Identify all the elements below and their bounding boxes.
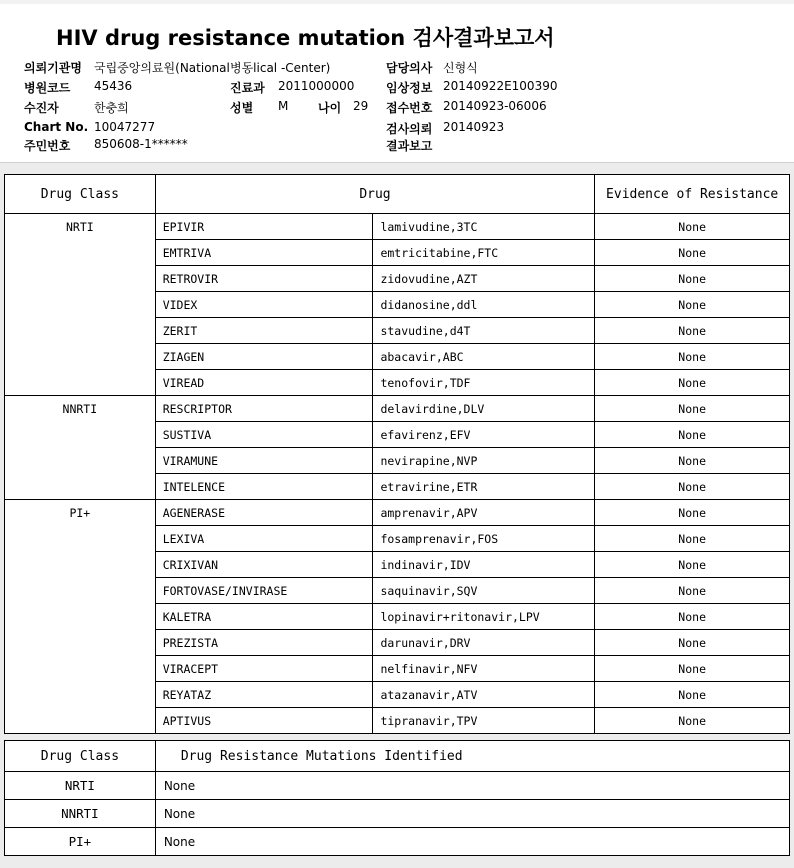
mutation-result-cell: None [155,800,789,828]
evidence-cell: None [595,318,790,344]
generic-name-cell: amprenavir,APV [373,500,595,526]
generic-name-cell: efavirenz,EFV [373,422,595,448]
patient-value: 한충희 [94,101,129,115]
generic-name-cell: abacavir,ABC [373,344,595,370]
clinical-info-label: 임상정보 [386,81,433,95]
drug-class-cell: NRTI [5,214,156,396]
evidence-cell: None [595,266,790,292]
brand-name-cell: VIRAMUNE [155,448,373,474]
drug-class-cell: NNRTI [5,800,156,828]
brand-name-cell: REYATAZ [155,682,373,708]
drug-class-header: Drug Class [5,741,156,772]
table-row [5,772,790,800]
institution-value: 국립중앙의료원(National [94,61,230,75]
brand-name-cell: ZERIT [155,318,373,344]
drug-class-cell: NRTI [5,772,156,800]
brand-name-cell: ZIAGEN [155,344,373,370]
generic-name-cell: emtricitabine,FTC [373,240,595,266]
generic-name-cell: stavudine,d4T [373,318,595,344]
receipt-number-value: 20140923-06006 [443,99,547,113]
brand-name-cell: FORTOVASE/INVIRASE [155,578,373,604]
generic-name-cell: atazanavir,ATV [373,682,595,708]
brand-name-cell: VIDEX [155,292,373,318]
department-label: 진료과 [230,81,265,95]
test-request-value: 20140923 [443,120,505,134]
department-value: 2011000000 [278,79,355,93]
sex-label: 성별 [230,101,254,115]
drug-class-cell: PI+ [5,500,156,734]
brand-name-cell: RESCRIPTOR [155,396,373,422]
drug-class-cell: NNRTI [5,396,156,500]
resistance-evidence-panel [4,174,790,734]
generic-name-cell: zidovudine,AZT [373,266,595,292]
clinical-info-value: 20140922E100390 [443,79,558,93]
evidence-header: Evidence of Resistance [595,175,790,214]
resident-number-value: 850608-1****** [94,137,188,151]
brand-name-cell: VIRACEPT [155,656,373,682]
generic-name-cell: lopinavir+ritonavir,LPV [373,604,595,630]
mutations-table [4,740,790,856]
hospital-code-label: 병원코드 [24,81,71,95]
sex-value: M [278,99,289,113]
brand-name-cell: EMTRIVA [155,240,373,266]
generic-name-cell: nelfinavir,NFV [373,656,595,682]
generic-name-cell: tipranavir,TPV [373,708,595,734]
brand-name-cell: AGENERASE [155,500,373,526]
age-value: 29 [353,99,369,113]
brand-name-cell: EPIVIR [155,214,373,240]
evidence-cell: None [595,578,790,604]
evidence-cell: None [595,656,790,682]
table-header-row [5,741,790,772]
table-row [5,396,790,422]
evidence-cell: None [595,292,790,318]
generic-name-cell: saquinavir,SQV [373,578,595,604]
evidence-cell: None [595,344,790,370]
resident-number-label: 주민번호 [24,139,71,153]
mutations-header: Drug Resistance Mutations Identified [155,741,789,772]
evidence-cell: None [595,604,790,630]
generic-name-cell: delavirdine,DLV [373,396,595,422]
evidence-cell: None [595,474,790,500]
evidence-cell: None [595,240,790,266]
table-row [5,214,790,240]
evidence-cell: None [595,552,790,578]
generic-name-cell: darunavir,DRV [373,630,595,656]
age-label: 나이 [318,101,342,115]
chart-no-value: 10047277 [94,120,156,134]
brand-name-cell: APTIVUS [155,708,373,734]
evidence-cell: None [595,422,790,448]
evidence-cell: None [595,214,790,240]
drug-class-header: Drug Class [5,175,156,214]
result-report-label: 결과보고 [386,139,433,153]
brand-name-cell: VIREAD [155,370,373,396]
doctor-value: 신형식 [443,61,478,75]
evidence-cell: None [595,500,790,526]
evidence-cell: None [595,682,790,708]
mutations-panel [4,740,790,856]
drug-header: Drug [155,175,595,214]
evidence-cell: None [595,708,790,734]
chart-no-label: Chart No. [24,120,89,134]
institution-overlap-text: 병동lical -Center) [230,61,331,75]
brand-name-cell: RETROVIR [155,266,373,292]
mutation-result-cell: None [155,828,789,856]
brand-name-cell: PREZISTA [155,630,373,656]
report-title: HIV drug resistance mutation 검사결과보고서 [56,26,555,50]
evidence-cell: None [595,448,790,474]
test-request-label: 검사의뢰 [386,122,433,136]
generic-name-cell: lamivudine,3TC [373,214,595,240]
brand-name-cell: LEXIVA [155,526,373,552]
brand-name-cell: CRIXIVAN [155,552,373,578]
patient-label: 수진자 [24,101,59,115]
report-header [0,4,794,163]
doctor-label: 담당의사 [386,61,433,75]
evidence-cell: None [595,370,790,396]
brand-name-cell: KALETRA [155,604,373,630]
generic-name-cell: etravirine,ETR [373,474,595,500]
evidence-cell: None [595,630,790,656]
generic-name-cell: didanosine,ddl [373,292,595,318]
table-row [5,800,790,828]
receipt-number-label: 접수번호 [386,101,433,115]
hospital-code-value: 45436 [94,79,133,93]
generic-name-cell: nevirapine,NVP [373,448,595,474]
table-header-row [5,175,790,214]
mutation-result-cell: None [155,772,789,800]
evidence-cell: None [595,396,790,422]
drug-class-cell: PI+ [5,828,156,856]
generic-name-cell: fosamprenavir,FOS [373,526,595,552]
resistance-evidence-table [4,174,790,734]
table-row [5,828,790,856]
brand-name-cell: SUSTIVA [155,422,373,448]
institution-label: 의뢰기관명 [24,61,82,75]
generic-name-cell: indinavir,IDV [373,552,595,578]
table-row [5,500,790,526]
brand-name-cell: INTELENCE [155,474,373,500]
evidence-cell: None [595,526,790,552]
generic-name-cell: tenofovir,TDF [373,370,595,396]
